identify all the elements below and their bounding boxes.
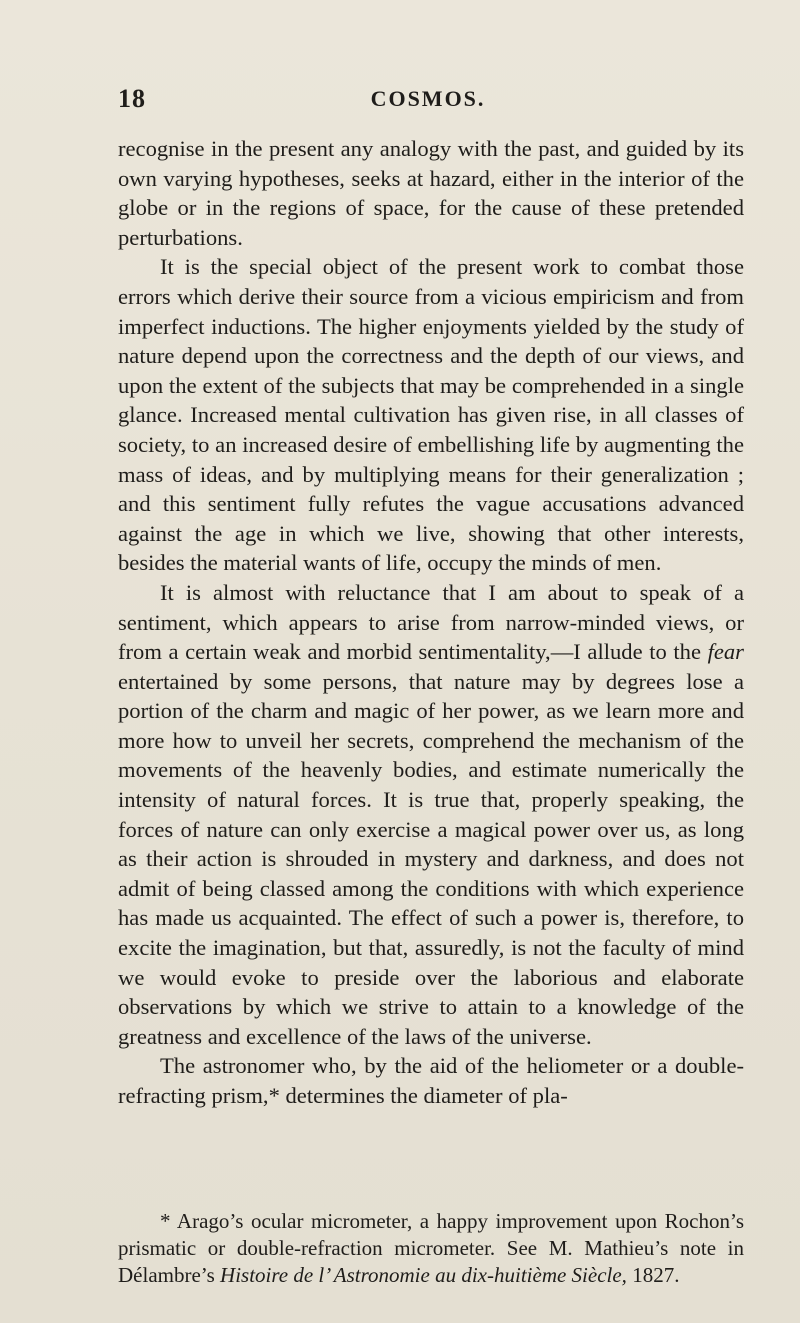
page-header (118, 84, 738, 118)
paragraph-3-text-b: entertained by some persons, that nature may by degrees lose a portion of the charm and magic of her power, as we learn more and more how to unveil her secrets, comprehend the mechanism of the movements of the heavenly bodies, and estimate numerically the intensity of natural forces. It is true that, properly speaking, the forces of nature can only exercise a magical power over us, as long as their action is shrouded in mystery and darkness, and does not admit of being classed among the conditions with which experience has made us acquainted. The effect of such a power is, therefore, to excite the imagination, but that, assuredly, is not the faculty of mind we would evoke to preside over the laborious and elaborate observations by which we strive to attain to a knowledge of the greatness and excellence of the laws of the universe. (118, 668, 744, 1049)
running-title: COSMOS. (370, 86, 486, 111)
paragraph-1: recognise in the present any analogy with the past, and guided by its own varying hypotheses, seeks at hazard, either in the interior of the globe or in the regions of space, for the cause of these pretended perturbations. (118, 136, 744, 250)
paragraph-2: It is the special object of the present work to combat those errors which derive their source from a vicious empiricism and from imperfect inductions. The higher enjoyments yielded by the study of nature depend upon the correctness and the depth of our views, and upon the extent of the subjects that may be comprehended in a single glance. Increased mental cultivation has given rise, in all classes of society, to an increased desire of embellishing life by augmenting the mass of ideas, and by multiplying means for their generalization ; and this sentiment fully refutes the vague accusations advanced against the age in which we live, showing that other interests, besides the material wants of life, occupy the minds of men. (118, 254, 744, 576)
footnote (118, 1208, 744, 1289)
paragraph-4: The astronomer who, by the aid of the heliometer or a double-refracting prism,* determines the diameter of pla- (118, 1053, 744, 1108)
body-text (118, 134, 744, 1111)
paragraph-3-text-a: It is almost with reluctance that I am about to speak of a sentiment, which appears to arise from narrow-minded views, or from a certain weak and morbid sentimentality,—I allude to the (118, 579, 744, 665)
footnote-text-a: * Arago’s ocular micrometer, a happy improvement upon Rochon’s prismatic or double-refraction micrometer. See M. Mathieu’s note in Délambre’s (118, 1209, 744, 1287)
footnote-text-b: 1827. (632, 1263, 680, 1287)
footnote-book-title: Histoire de l’ Astronomie au dix-huitième Siècle, (220, 1263, 627, 1287)
footnote-text (118, 1208, 744, 1289)
paragraph-3 (118, 578, 744, 1052)
emphasis-fear: fear (707, 639, 744, 665)
page-number: 18 (118, 84, 146, 113)
